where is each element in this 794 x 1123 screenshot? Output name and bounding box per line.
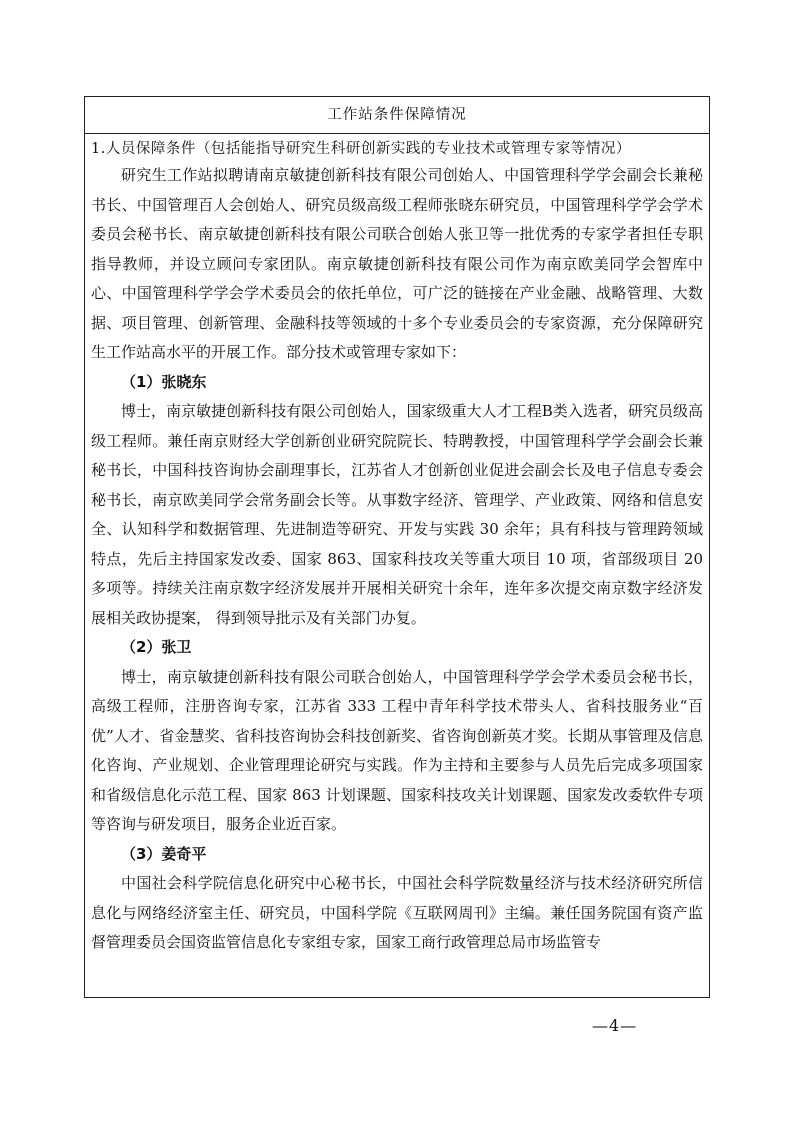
expert-bio-3: 中国社会科学院信息化研究中心秘书长，中国社会科学院数量经济与技术经济研究所信息化与网络经济室主任、研究员，中国科学院《互联网周刊》主编。兼任国务院国有资产监督管理委员会国资监管信息化专家组专家，国家工商行政管理总局市场监管专 [91, 874, 703, 951]
expert-heading-3: （3）姜奇平 [121, 844, 207, 863]
expert-bio-1: 博士，南京敏捷创新科技有限公司创始人，国家级重大人才工程B类入选者，研究员级高级工程师。兼任南京财经大学创新创业研究院院长、特聘教授，中国管理科学学会副会长兼秘书长，中国科技咨询协会副理事长，江苏省人才创新创业促进会副会长及电子信息专委会秘书长，南京欧美同学会常务副会长等。从事数字经济、管理学、产业政策、网络和信息安全、认知科学和数据管理、先进制造等研究、开发与实践 30 余年；具有科技与管理跨领域特点，先后主持国家发改委、国家 863、国家科技攻关等重大项目 10 项，省部级项目 20 多项等。持续关注南京数字经济发展并开展相关研究十余年，连年多次提交南京数字经济发展相关政协提案， 得到领导批示及有关部门办复。 [91, 402, 703, 627]
expert-heading-2: （2）张卫 [121, 638, 192, 656]
table-body [91, 161, 703, 958]
section-title: 1.人员保障条件（包括能指导研究生科研创新实践的专业技术或管理专家等情况） [91, 141, 631, 157]
expert-bio-2: 博士，南京敏捷创新科技有限公司联合创始人，中国管理科学学会学术委员会秘书长，高级工程师，注册咨询专家，江苏省 333 工程中青年科学技术带头人、省科技服务业“百优”人才、省金慧奖、省科技咨询协会科技创新奖、省咨询创新英才奖。长期从事管理及信息化咨询、产业规划、企业管理理论研究与实践。作为主持和主要参与人员先后完成多项国家和省级信息化示范工程、国家 863 计划课题、国家科技攻关计划课题、国家发改委软件专项等咨询与研发项目，服务企业近百家。 [91, 667, 703, 833]
expert-heading-1: （1）张晓东 [121, 372, 207, 391]
conditions-table [84, 96, 710, 998]
intro-paragraph: 研究生工作站拟聘请南京敏捷创新科技有限公司创始人、中国管理科学学会副会长兼秘书长、中国管理百人会创始人、研究员级高级工程师张晓东研究员，中国管理科学学会学术委员会秘书长、南京敏捷创新科技有限公司联合创始人张卫等一批优秀的专家学者担任专职指导教师，并设立顾问专家团队。南京敏捷创新科技有限公司作为南京欧美同学会智库中心、中国管理科学学会学术委员会的依托单位，可广泛的链接在产业金融、战略管理、大数据、项目管理、创新管理、金融科技等领域的十多个专业委员会的专家资源，充分保障研究生工作站高水平的开展工作。部分技术或管理专家如下： [91, 166, 703, 361]
page-number: —4— [592, 1016, 638, 1035]
table-header: 工作站条件保障情况 [85, 97, 709, 134]
